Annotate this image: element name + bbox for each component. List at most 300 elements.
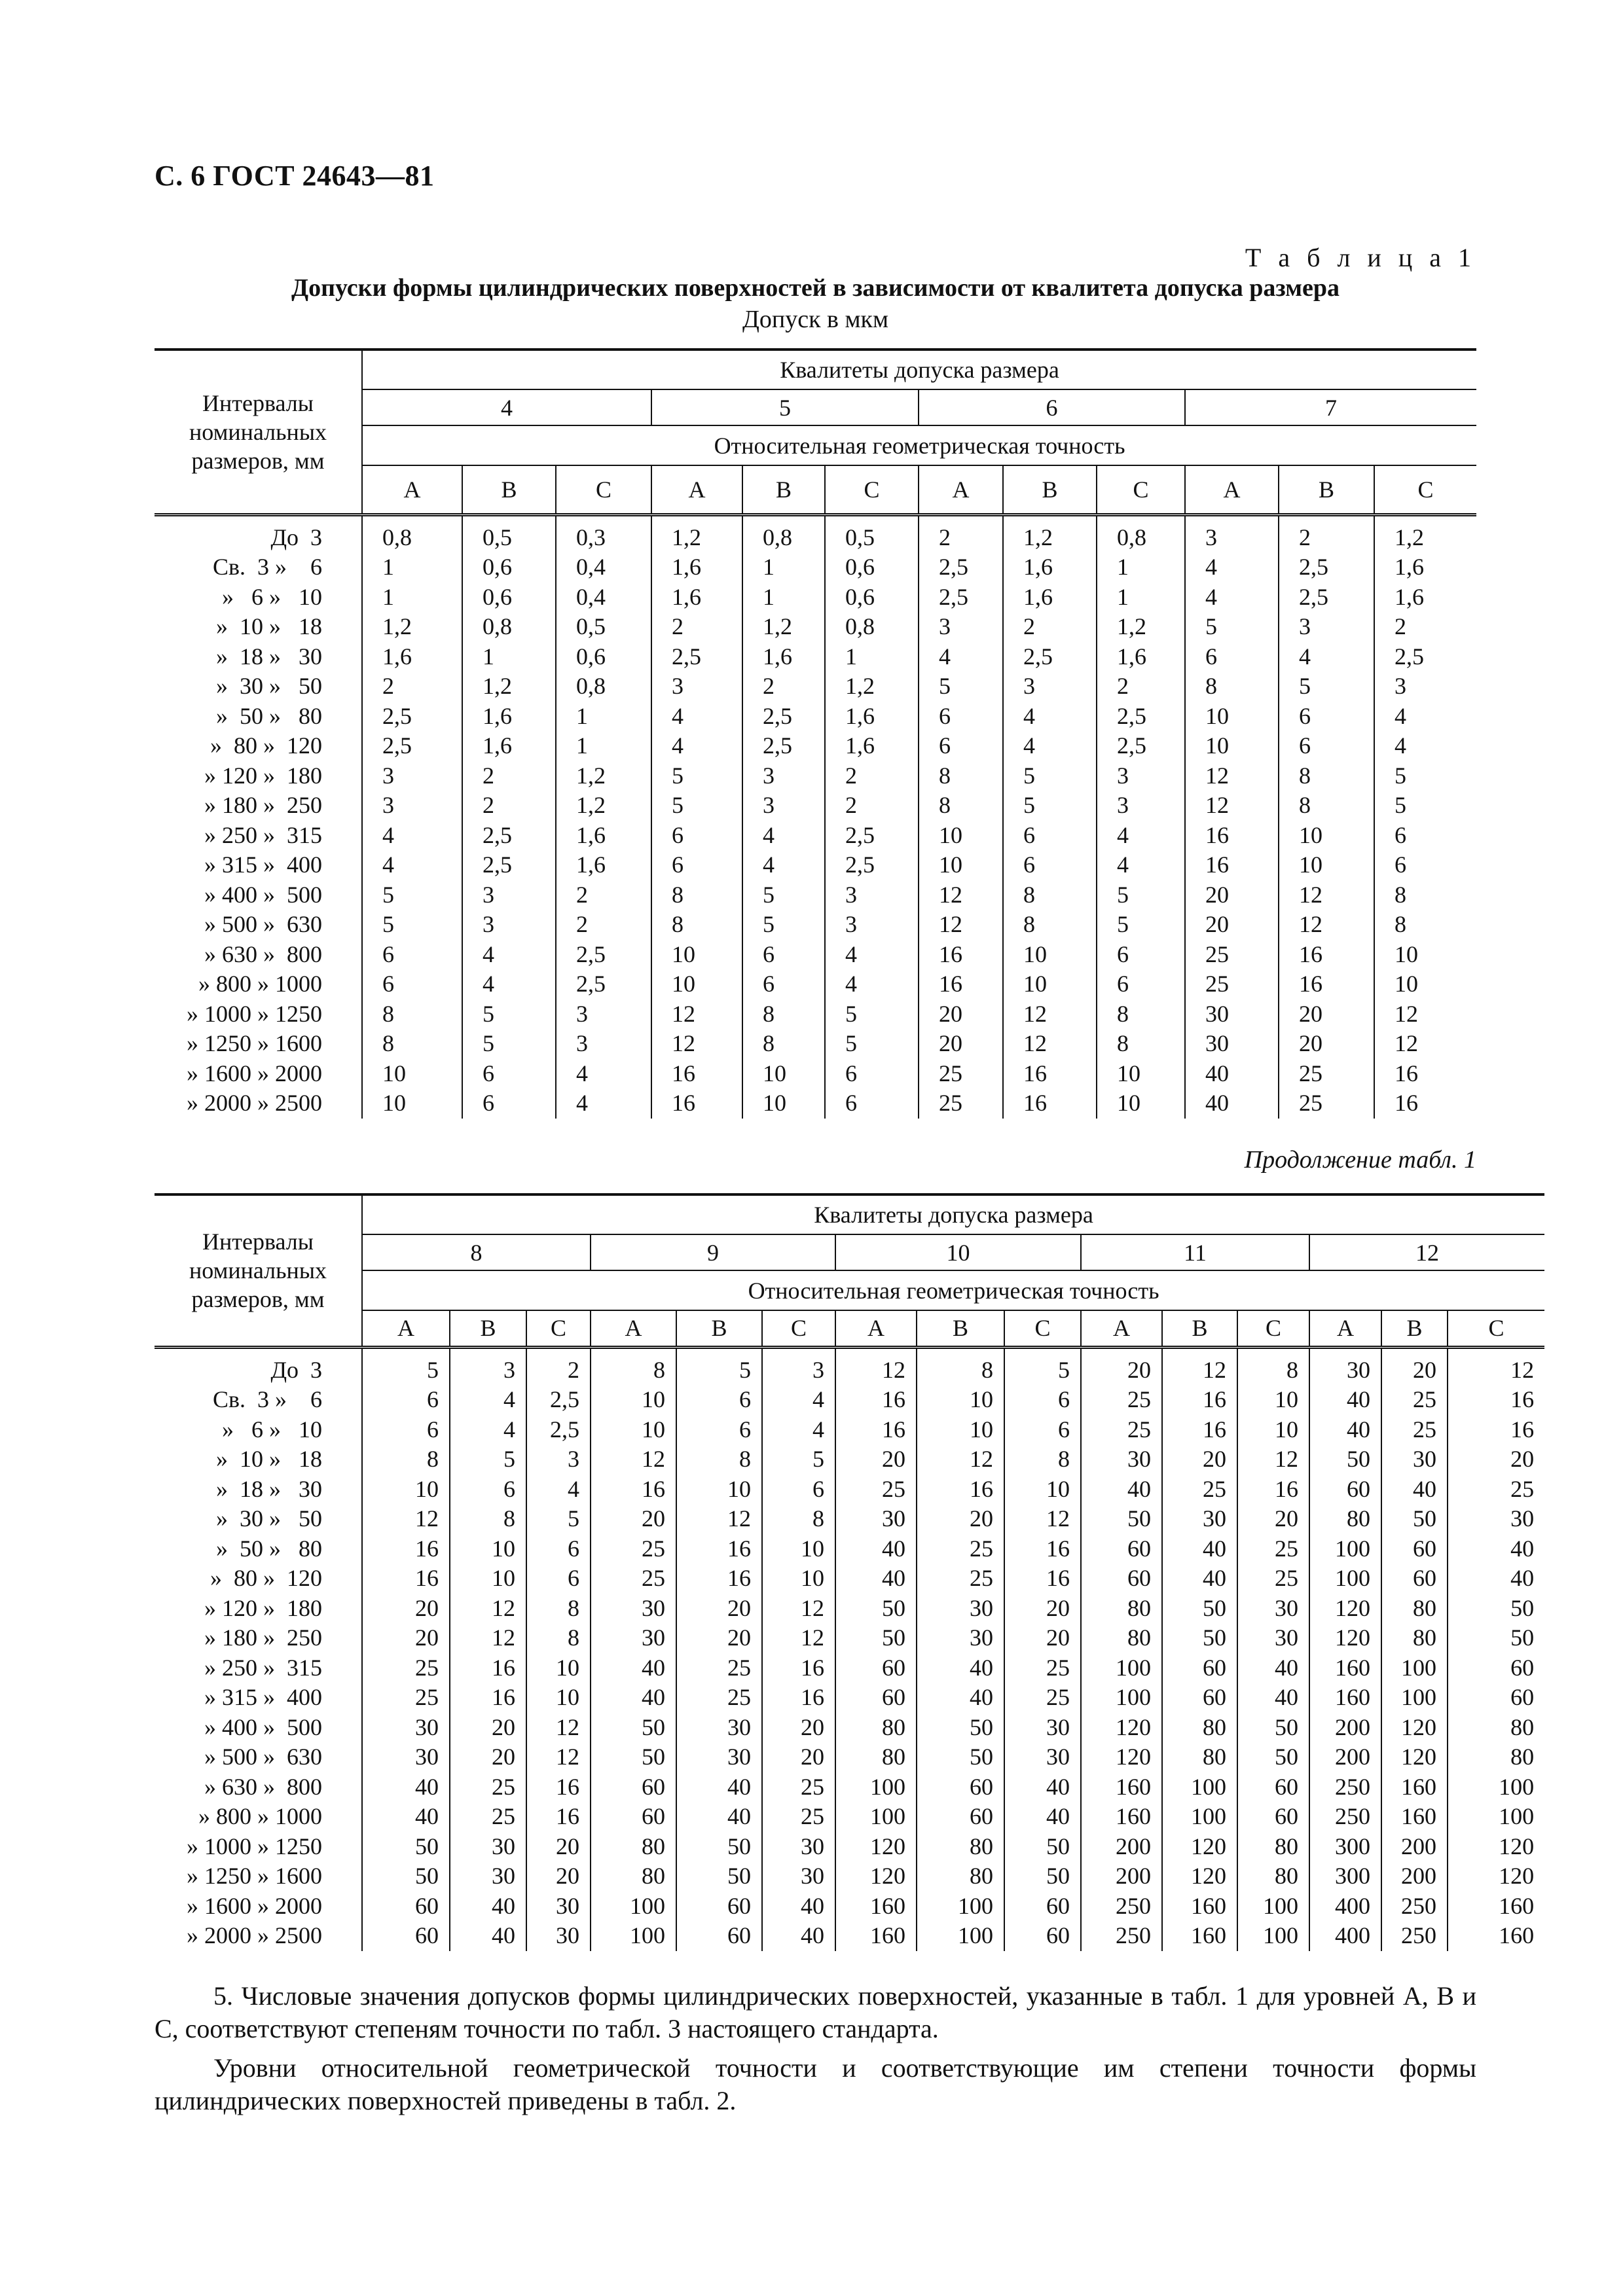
tolerance-value-cell: 6 xyxy=(1004,1415,1081,1445)
size-interval-label: » 1000 » 1250 xyxy=(187,1833,322,1859)
tolerance-value-cell: 120 xyxy=(835,1832,917,1862)
tolerance-value-cell: 1,6 xyxy=(462,731,556,761)
tolerance-value-cell: 50 xyxy=(1004,1832,1081,1862)
tolerance-value-cell: 40 xyxy=(1004,1772,1081,1803)
tolerance-value-cell: 2,5 xyxy=(651,642,742,672)
tolerance-value-cell: 4 xyxy=(742,850,825,880)
size-interval-label: » 2000 » 2500 xyxy=(187,1922,322,1948)
tolerance-value-cell: 60 xyxy=(591,1802,676,1832)
tolerance-value-cell: 5 xyxy=(676,1347,762,1385)
tolerance-value-cell: 50 xyxy=(1162,1623,1237,1653)
table-body xyxy=(155,514,1476,1119)
tolerance-value-cell: 30 xyxy=(450,1832,526,1862)
tolerance-value-cell: 25 xyxy=(450,1802,526,1832)
tolerance-value-cell: 16 xyxy=(362,1564,450,1594)
tolerance-value-cell: 0,6 xyxy=(462,552,556,583)
precision-header: Относительная геометрическая точность xyxy=(362,425,1476,465)
tolerance-value-cell: 2 xyxy=(462,791,556,821)
tolerance-value-cell: 6 xyxy=(362,940,462,970)
level-header-cell: C xyxy=(762,1310,835,1347)
tolerance-value-cell: 60 xyxy=(1004,1892,1081,1922)
tolerance-value-cell: 8 xyxy=(591,1347,676,1385)
tolerance-value-cell: 60 xyxy=(1004,1921,1081,1951)
tolerance-value-cell: 120 xyxy=(1081,1742,1162,1772)
tolerance-value-cell: 30 xyxy=(1237,1623,1309,1653)
tolerance-value-cell: 2 xyxy=(526,1347,591,1385)
tolerance-value-cell: 4 xyxy=(762,1415,835,1445)
tolerance-value-cell: 40 xyxy=(362,1772,450,1803)
tolerance-value-cell: 50 xyxy=(676,1832,762,1862)
table-row xyxy=(155,702,1476,732)
tolerance-value-cell: 50 xyxy=(591,1713,676,1743)
tolerance-value-cell: 6 xyxy=(362,969,462,999)
level-header-cell: B xyxy=(917,1310,1004,1347)
tolerance-value-cell: 30 xyxy=(1309,1347,1381,1385)
tolerance-value-cell: 12 xyxy=(651,1029,742,1059)
tolerance-value-cell: 16 xyxy=(1004,1564,1081,1594)
tolerance-value-cell: 10 xyxy=(1237,1415,1309,1445)
tolerance-value-cell: 3 xyxy=(556,1029,651,1059)
tolerance-value-cell: 5 xyxy=(1097,910,1185,940)
tolerance-value-cell: 250 xyxy=(1309,1802,1381,1832)
tolerance-value-cell: 20 xyxy=(591,1504,676,1534)
size-interval-label: » 630 » 800 xyxy=(204,1773,322,1800)
tolerance-value-cell: 16 xyxy=(919,969,1003,999)
tolerance-value-cell: 1,2 xyxy=(1097,612,1185,642)
tolerance-value-cell: 2,5 xyxy=(1097,731,1185,761)
tolerance-value-cell: 16 xyxy=(1162,1415,1237,1445)
tolerance-value-cell: 100 xyxy=(917,1921,1004,1951)
row-header: Интервалы номинальных размеров, мм xyxy=(155,1194,362,1347)
tolerance-value-cell: 4 xyxy=(1097,821,1185,851)
level-header-cell: A xyxy=(1309,1310,1381,1347)
size-interval-label: До 3 xyxy=(270,524,322,550)
tolerance-value-cell: 10 xyxy=(1003,940,1097,970)
tolerance-value-cell: 4 xyxy=(1279,642,1374,672)
tolerance-value-cell: 16 xyxy=(676,1564,762,1594)
tolerance-value-cell: 30 xyxy=(1448,1504,1544,1534)
tolerance-value-cell: 16 xyxy=(1374,1088,1476,1119)
tolerance-value-cell: 2,5 xyxy=(825,850,919,880)
tolerance-value-cell: 20 xyxy=(1004,1594,1081,1624)
level-header-cell: A xyxy=(1081,1310,1162,1347)
tolerance-value-cell: 6 xyxy=(676,1415,762,1445)
tolerance-value-cell: 20 xyxy=(676,1594,762,1624)
table-row xyxy=(155,1683,1544,1713)
tolerance-value-cell: 50 xyxy=(835,1594,917,1624)
tolerance-value-cell: 30 xyxy=(835,1504,917,1534)
tolerance-value-cell: 10 xyxy=(676,1475,762,1505)
tolerance-value-cell: 16 xyxy=(1162,1385,1237,1415)
tolerance-value-cell: 12 xyxy=(1448,1347,1544,1385)
tolerance-value-cell: 6 xyxy=(450,1475,526,1505)
tolerance-value-cell: 20 xyxy=(1185,880,1279,910)
tolerance-value-cell: 8 xyxy=(1374,910,1476,940)
tolerance-value-cell: 2 xyxy=(462,761,556,791)
tolerance-value-cell: 8 xyxy=(1237,1347,1309,1385)
tolerance-value-cell: 8 xyxy=(919,791,1003,821)
table-row xyxy=(155,1772,1544,1803)
tolerance-value-cell: 60 xyxy=(917,1772,1004,1803)
tolerance-value-cell: 1,2 xyxy=(556,761,651,791)
tolerance-value-cell: 8 xyxy=(1097,999,1185,1030)
tolerance-value-cell: 80 xyxy=(835,1713,917,1743)
tolerance-value-cell: 0,5 xyxy=(825,514,919,552)
tolerance-value-cell: 6 xyxy=(1185,642,1279,672)
level-header-cell: B xyxy=(450,1310,526,1347)
tolerance-value-cell: 250 xyxy=(1381,1892,1448,1922)
tolerance-value-cell: 0,8 xyxy=(825,612,919,642)
tolerance-value-cell: 0,6 xyxy=(825,583,919,613)
tolerance-value-cell: 120 xyxy=(1381,1713,1448,1743)
tolerance-value-cell: 120 xyxy=(1309,1623,1381,1653)
tolerance-value-cell: 40 xyxy=(1309,1385,1381,1415)
tolerance-value-cell: 25 xyxy=(1081,1385,1162,1415)
tolerance-value-cell: 6 xyxy=(526,1534,591,1564)
tolerance-value-cell: 30 xyxy=(676,1742,762,1772)
tolerance-value-cell: 5 xyxy=(1004,1347,1081,1385)
tolerance-value-cell: 16 xyxy=(1003,1088,1097,1119)
tolerance-value-cell: 1 xyxy=(825,642,919,672)
table-row xyxy=(155,1385,1544,1415)
tolerance-value-cell: 3 xyxy=(651,672,742,702)
tolerance-value-cell: 16 xyxy=(1448,1415,1544,1445)
level-header-cell: B xyxy=(1279,465,1374,514)
tolerance-value-cell: 100 xyxy=(1381,1653,1448,1683)
tolerance-value-cell: 5 xyxy=(1374,791,1476,821)
size-interval-label: » 1600 » 2000 xyxy=(187,1060,322,1086)
tolerance-value-cell: 12 xyxy=(762,1623,835,1653)
quality-header-row xyxy=(155,1234,1544,1270)
quality-header-cell: 8 xyxy=(362,1234,591,1270)
size-interval-label: » 10 » 18 xyxy=(216,1446,322,1472)
tolerance-value-cell: 6 xyxy=(919,731,1003,761)
tolerance-value-cell: 25 xyxy=(1279,1088,1374,1119)
tolerance-value-cell: 3 xyxy=(1374,672,1476,702)
tolerance-value-cell: 12 xyxy=(919,880,1003,910)
tolerance-value-cell: 3 xyxy=(462,880,556,910)
tolerance-value-cell: 16 xyxy=(591,1475,676,1505)
tolerance-value-cell: 40 xyxy=(1381,1475,1448,1505)
tolerance-value-cell: 4 xyxy=(651,702,742,732)
tolerance-value-cell: 8 xyxy=(676,1444,762,1475)
tolerance-value-cell: 400 xyxy=(1309,1921,1381,1951)
tolerance-value-cell: 8 xyxy=(917,1347,1004,1385)
size-interval-label: » 30 » 50 xyxy=(216,673,322,699)
tolerance-value-cell: 4 xyxy=(450,1385,526,1415)
tolerance-value-cell: 50 xyxy=(1237,1742,1309,1772)
tolerance-value-cell: 30 xyxy=(450,1861,526,1892)
tolerance-value-cell: 60 xyxy=(1081,1564,1162,1594)
table-row xyxy=(155,1713,1544,1743)
tolerance-value-cell: 160 xyxy=(1081,1802,1162,1832)
level-header-cell: B xyxy=(1003,465,1097,514)
level-header-cell: B xyxy=(742,465,825,514)
tolerance-value-cell: 10 xyxy=(762,1534,835,1564)
table-row xyxy=(155,1653,1544,1683)
size-interval-label: » 6 » 10 xyxy=(222,583,322,610)
table-row xyxy=(155,1594,1544,1624)
table-row xyxy=(155,1802,1544,1832)
tolerance-value-cell: 10 xyxy=(591,1385,676,1415)
tolerance-value-cell: 40 xyxy=(591,1683,676,1713)
tolerance-value-cell: 20 xyxy=(917,1504,1004,1534)
tolerance-value-cell: 25 xyxy=(1185,940,1279,970)
tolerance-value-cell: 5 xyxy=(1279,672,1374,702)
tolerance-value-cell: 25 xyxy=(362,1683,450,1713)
tolerance-value-cell: 4 xyxy=(1097,850,1185,880)
tolerance-value-cell: 2 xyxy=(1279,514,1374,552)
tolerance-value-cell: 60 xyxy=(835,1653,917,1683)
table-row xyxy=(155,1475,1544,1505)
tolerance-value-cell: 5 xyxy=(1374,761,1476,791)
tolerance-value-cell: 100 xyxy=(1237,1921,1309,1951)
tolerance-value-cell: 6 xyxy=(742,969,825,999)
tolerance-value-cell: 16 xyxy=(651,1059,742,1089)
tolerance-value-cell: 120 xyxy=(835,1861,917,1892)
tolerance-value-cell: 20 xyxy=(450,1742,526,1772)
size-interval-label: » 18 » 30 xyxy=(216,1475,322,1502)
tolerance-value-cell: 4 xyxy=(825,940,919,970)
tolerance-value-cell: 80 xyxy=(1081,1594,1162,1624)
tolerance-value-cell: 3 xyxy=(462,910,556,940)
tolerance-value-cell: 6 xyxy=(462,1059,556,1089)
tolerance-value-cell: 8 xyxy=(1003,910,1097,940)
tolerance-value-cell: 20 xyxy=(762,1713,835,1743)
tolerance-value-cell: 3 xyxy=(762,1347,835,1385)
tolerance-value-cell: 16 xyxy=(1003,1059,1097,1089)
tolerance-value-cell: 8 xyxy=(1279,761,1374,791)
level-header-cell: C xyxy=(1097,465,1185,514)
tolerance-value-cell: 40 xyxy=(835,1534,917,1564)
table-row xyxy=(155,1832,1544,1862)
tolerance-value-cell: 5 xyxy=(462,999,556,1030)
tolerance-value-cell: 120 xyxy=(1081,1713,1162,1743)
tolerance-value-cell: 12 xyxy=(1185,791,1279,821)
tolerance-value-cell: 8 xyxy=(651,910,742,940)
tolerance-value-cell: 100 xyxy=(917,1892,1004,1922)
tolerance-value-cell: 40 xyxy=(1081,1475,1162,1505)
tolerance-value-cell: 60 xyxy=(1381,1564,1448,1594)
tolerance-value-cell: 100 xyxy=(1162,1772,1237,1803)
tolerance-value-cell: 8 xyxy=(1185,672,1279,702)
qualities-header: Квалитеты допуска размера xyxy=(362,350,1476,389)
size-interval-label: » 400 » 500 xyxy=(204,1713,322,1740)
tolerance-value-cell: 2,5 xyxy=(526,1415,591,1445)
tolerance-value-cell: 10 xyxy=(1374,940,1476,970)
tolerance-value-cell: 160 xyxy=(835,1921,917,1951)
tolerance-value-cell: 100 xyxy=(1381,1683,1448,1713)
tolerance-value-cell: 20 xyxy=(450,1713,526,1743)
level-header-cell: B xyxy=(676,1310,762,1347)
tolerance-value-cell: 60 xyxy=(362,1892,450,1922)
tolerance-value-cell: 1,2 xyxy=(462,672,556,702)
tolerance-value-cell: 160 xyxy=(1081,1772,1162,1803)
tolerance-value-cell: 80 xyxy=(591,1861,676,1892)
tolerance-value-cell: 10 xyxy=(762,1564,835,1594)
size-interval-label: До 3 xyxy=(270,1356,322,1383)
tolerance-value-cell: 8 xyxy=(526,1594,591,1624)
tolerance-value-cell: 200 xyxy=(1381,1861,1448,1892)
tolerance-value-cell: 12 xyxy=(450,1623,526,1653)
continuation-label: Продолжение табл. 1 xyxy=(1244,1146,1476,1174)
tolerance-value-cell: 2,5 xyxy=(462,850,556,880)
table-row xyxy=(155,850,1476,880)
table-row xyxy=(155,910,1476,940)
tolerance-value-cell: 100 xyxy=(591,1921,676,1951)
size-interval-label: » 30 » 50 xyxy=(216,1505,322,1532)
tolerance-value-cell: 25 xyxy=(450,1772,526,1803)
tolerance-value-cell: 1 xyxy=(1097,552,1185,583)
tolerance-value-cell: 3 xyxy=(362,761,462,791)
level-header-cell: A xyxy=(919,465,1003,514)
tolerance-value-cell: 100 xyxy=(1309,1534,1381,1564)
tolerance-value-cell: 300 xyxy=(1309,1832,1381,1862)
tolerance-value-cell: 10 xyxy=(1185,702,1279,732)
tolerance-value-cell: 20 xyxy=(835,1444,917,1475)
tolerance-value-cell: 12 xyxy=(1162,1347,1237,1385)
tolerance-value-cell: 3 xyxy=(825,910,919,940)
tolerance-value-cell: 10 xyxy=(526,1683,591,1713)
tolerance-value-cell: 250 xyxy=(1081,1892,1162,1922)
tolerance-value-cell: 3 xyxy=(742,761,825,791)
tolerance-value-cell: 2 xyxy=(825,761,919,791)
tolerance-value-cell: 3 xyxy=(1279,612,1374,642)
tolerance-value-cell: 0,3 xyxy=(556,514,651,552)
tolerance-value-cell: 2,5 xyxy=(919,552,1003,583)
tolerance-value-cell: 60 xyxy=(1448,1683,1544,1713)
tolerance-value-cell: 20 xyxy=(1081,1347,1162,1385)
tolerance-value-cell: 10 xyxy=(742,1059,825,1089)
tolerance-value-cell: 60 xyxy=(1237,1802,1309,1832)
tolerance-value-cell: 25 xyxy=(917,1564,1004,1594)
level-header-cell: A xyxy=(835,1310,917,1347)
level-header-cell: C xyxy=(825,465,919,514)
tolerance-value-cell: 60 xyxy=(1162,1683,1237,1713)
tolerance-value-cell: 6 xyxy=(362,1415,450,1445)
tolerance-value-cell: 60 xyxy=(917,1802,1004,1832)
tolerance-value-cell: 50 xyxy=(1081,1504,1162,1534)
quality-header-cell: 9 xyxy=(591,1234,835,1270)
tolerance-value-cell: 10 xyxy=(1185,731,1279,761)
table-row xyxy=(155,514,1476,552)
tolerance-value-cell: 10 xyxy=(1004,1475,1081,1505)
level-header-cell: C xyxy=(1374,465,1476,514)
size-interval-label: » 80 » 120 xyxy=(210,1565,322,1591)
tolerance-value-cell: 30 xyxy=(762,1832,835,1862)
tolerance-value-cell: 5 xyxy=(1003,791,1097,821)
tolerance-value-cell: 1 xyxy=(742,552,825,583)
tolerance-value-cell: 50 xyxy=(1309,1444,1381,1475)
tolerance-value-cell: 6 xyxy=(825,1059,919,1089)
tolerance-value-cell: 30 xyxy=(762,1861,835,1892)
tolerance-value-cell: 12 xyxy=(1279,910,1374,940)
tolerance-value-cell: 5 xyxy=(462,1029,556,1059)
tolerance-value-cell: 30 xyxy=(917,1623,1004,1653)
tolerance-value-cell: 30 xyxy=(917,1594,1004,1624)
size-interval-label: » 1250 » 1600 xyxy=(187,1863,322,1889)
quality-header-cell: 6 xyxy=(919,389,1185,425)
tolerance-value-cell: 8 xyxy=(1097,1029,1185,1059)
table-row xyxy=(155,1504,1544,1534)
tolerance-value-cell: 2 xyxy=(651,612,742,642)
tolerance-value-cell: 6 xyxy=(462,1088,556,1119)
tolerance-value-cell: 0,8 xyxy=(556,672,651,702)
tolerance-value-cell: 4 xyxy=(462,940,556,970)
tolerance-value-cell: 16 xyxy=(1004,1534,1081,1564)
tolerance-value-cell: 40 xyxy=(762,1892,835,1922)
tolerance-value-cell: 30 xyxy=(1004,1742,1081,1772)
tolerance-value-cell: 3 xyxy=(450,1347,526,1385)
table-subtitle: Допуск в мкм xyxy=(742,306,889,333)
level-header-cell: A xyxy=(651,465,742,514)
tolerance-value-cell: 25 xyxy=(762,1802,835,1832)
tolerance-value-cell: 16 xyxy=(1448,1385,1544,1415)
tolerance-value-cell: 16 xyxy=(835,1385,917,1415)
tolerance-value-cell: 40 xyxy=(1185,1088,1279,1119)
tolerance-value-cell: 1,6 xyxy=(1003,552,1097,583)
tolerance-value-cell: 40 xyxy=(1448,1564,1544,1594)
tolerance-value-cell: 12 xyxy=(526,1713,591,1743)
tolerance-value-cell: 400 xyxy=(1309,1892,1381,1922)
tolerance-value-cell: 80 xyxy=(1448,1713,1544,1743)
size-interval-label: » 250 » 315 xyxy=(204,1654,322,1681)
tolerance-value-cell: 8 xyxy=(1279,791,1374,821)
tolerance-value-cell: 160 xyxy=(835,1892,917,1922)
tolerance-value-cell: 250 xyxy=(1309,1772,1381,1803)
tolerance-value-cell: 30 xyxy=(1004,1713,1081,1743)
tolerance-value-cell: 6 xyxy=(1374,821,1476,851)
tolerance-value-cell: 40 xyxy=(1237,1653,1309,1683)
tolerance-value-cell: 80 xyxy=(1448,1742,1544,1772)
tolerance-value-cell: 30 xyxy=(1237,1594,1309,1624)
tolerance-value-cell: 1,2 xyxy=(825,672,919,702)
tolerance-value-cell: 16 xyxy=(762,1653,835,1683)
tolerance-value-cell: 0,8 xyxy=(1097,514,1185,552)
tolerance-value-cell: 16 xyxy=(651,1088,742,1119)
tolerance-value-cell: 40 xyxy=(835,1564,917,1594)
level-header-cell: B xyxy=(462,465,556,514)
quality-header-cell: 11 xyxy=(1081,1234,1309,1270)
tolerance-value-cell: 50 xyxy=(1237,1713,1309,1743)
level-header-cell: C xyxy=(1237,1310,1309,1347)
table-title: Допуски формы цилиндрических поверхностей в зависимости от квалитета допуска размера xyxy=(291,274,1340,302)
tolerance-value-cell: 20 xyxy=(1381,1347,1448,1385)
tolerance-value-cell: 5 xyxy=(742,910,825,940)
tolerance-value-cell: 4 xyxy=(1374,702,1476,732)
size-interval-label: » 18 » 30 xyxy=(216,643,322,670)
tolerance-value-cell: 1,6 xyxy=(742,642,825,672)
tolerance-value-cell: 12 xyxy=(835,1347,917,1385)
tolerance-value-cell: 30 xyxy=(591,1623,676,1653)
tolerance-value-cell: 10 xyxy=(919,850,1003,880)
tolerance-value-cell: 5 xyxy=(1003,761,1097,791)
tolerance-value-cell: 2,5 xyxy=(742,731,825,761)
tolerance-value-cell: 6 xyxy=(651,850,742,880)
tolerance-value-cell: 0,5 xyxy=(556,612,651,642)
tolerance-value-cell: 40 xyxy=(450,1892,526,1922)
tolerance-value-cell: 20 xyxy=(676,1623,762,1653)
tolerance-value-cell: 1 xyxy=(742,583,825,613)
tolerance-value-cell: 2,5 xyxy=(1097,702,1185,732)
tolerance-value-cell: 25 xyxy=(1237,1564,1309,1594)
table-row xyxy=(155,821,1476,851)
table-row xyxy=(155,791,1476,821)
tolerance-value-cell: 3 xyxy=(1185,514,1279,552)
tolerance-value-cell: 10 xyxy=(526,1653,591,1683)
tolerance-value-cell: 12 xyxy=(1374,1029,1476,1059)
tolerance-value-cell: 2,5 xyxy=(556,969,651,999)
